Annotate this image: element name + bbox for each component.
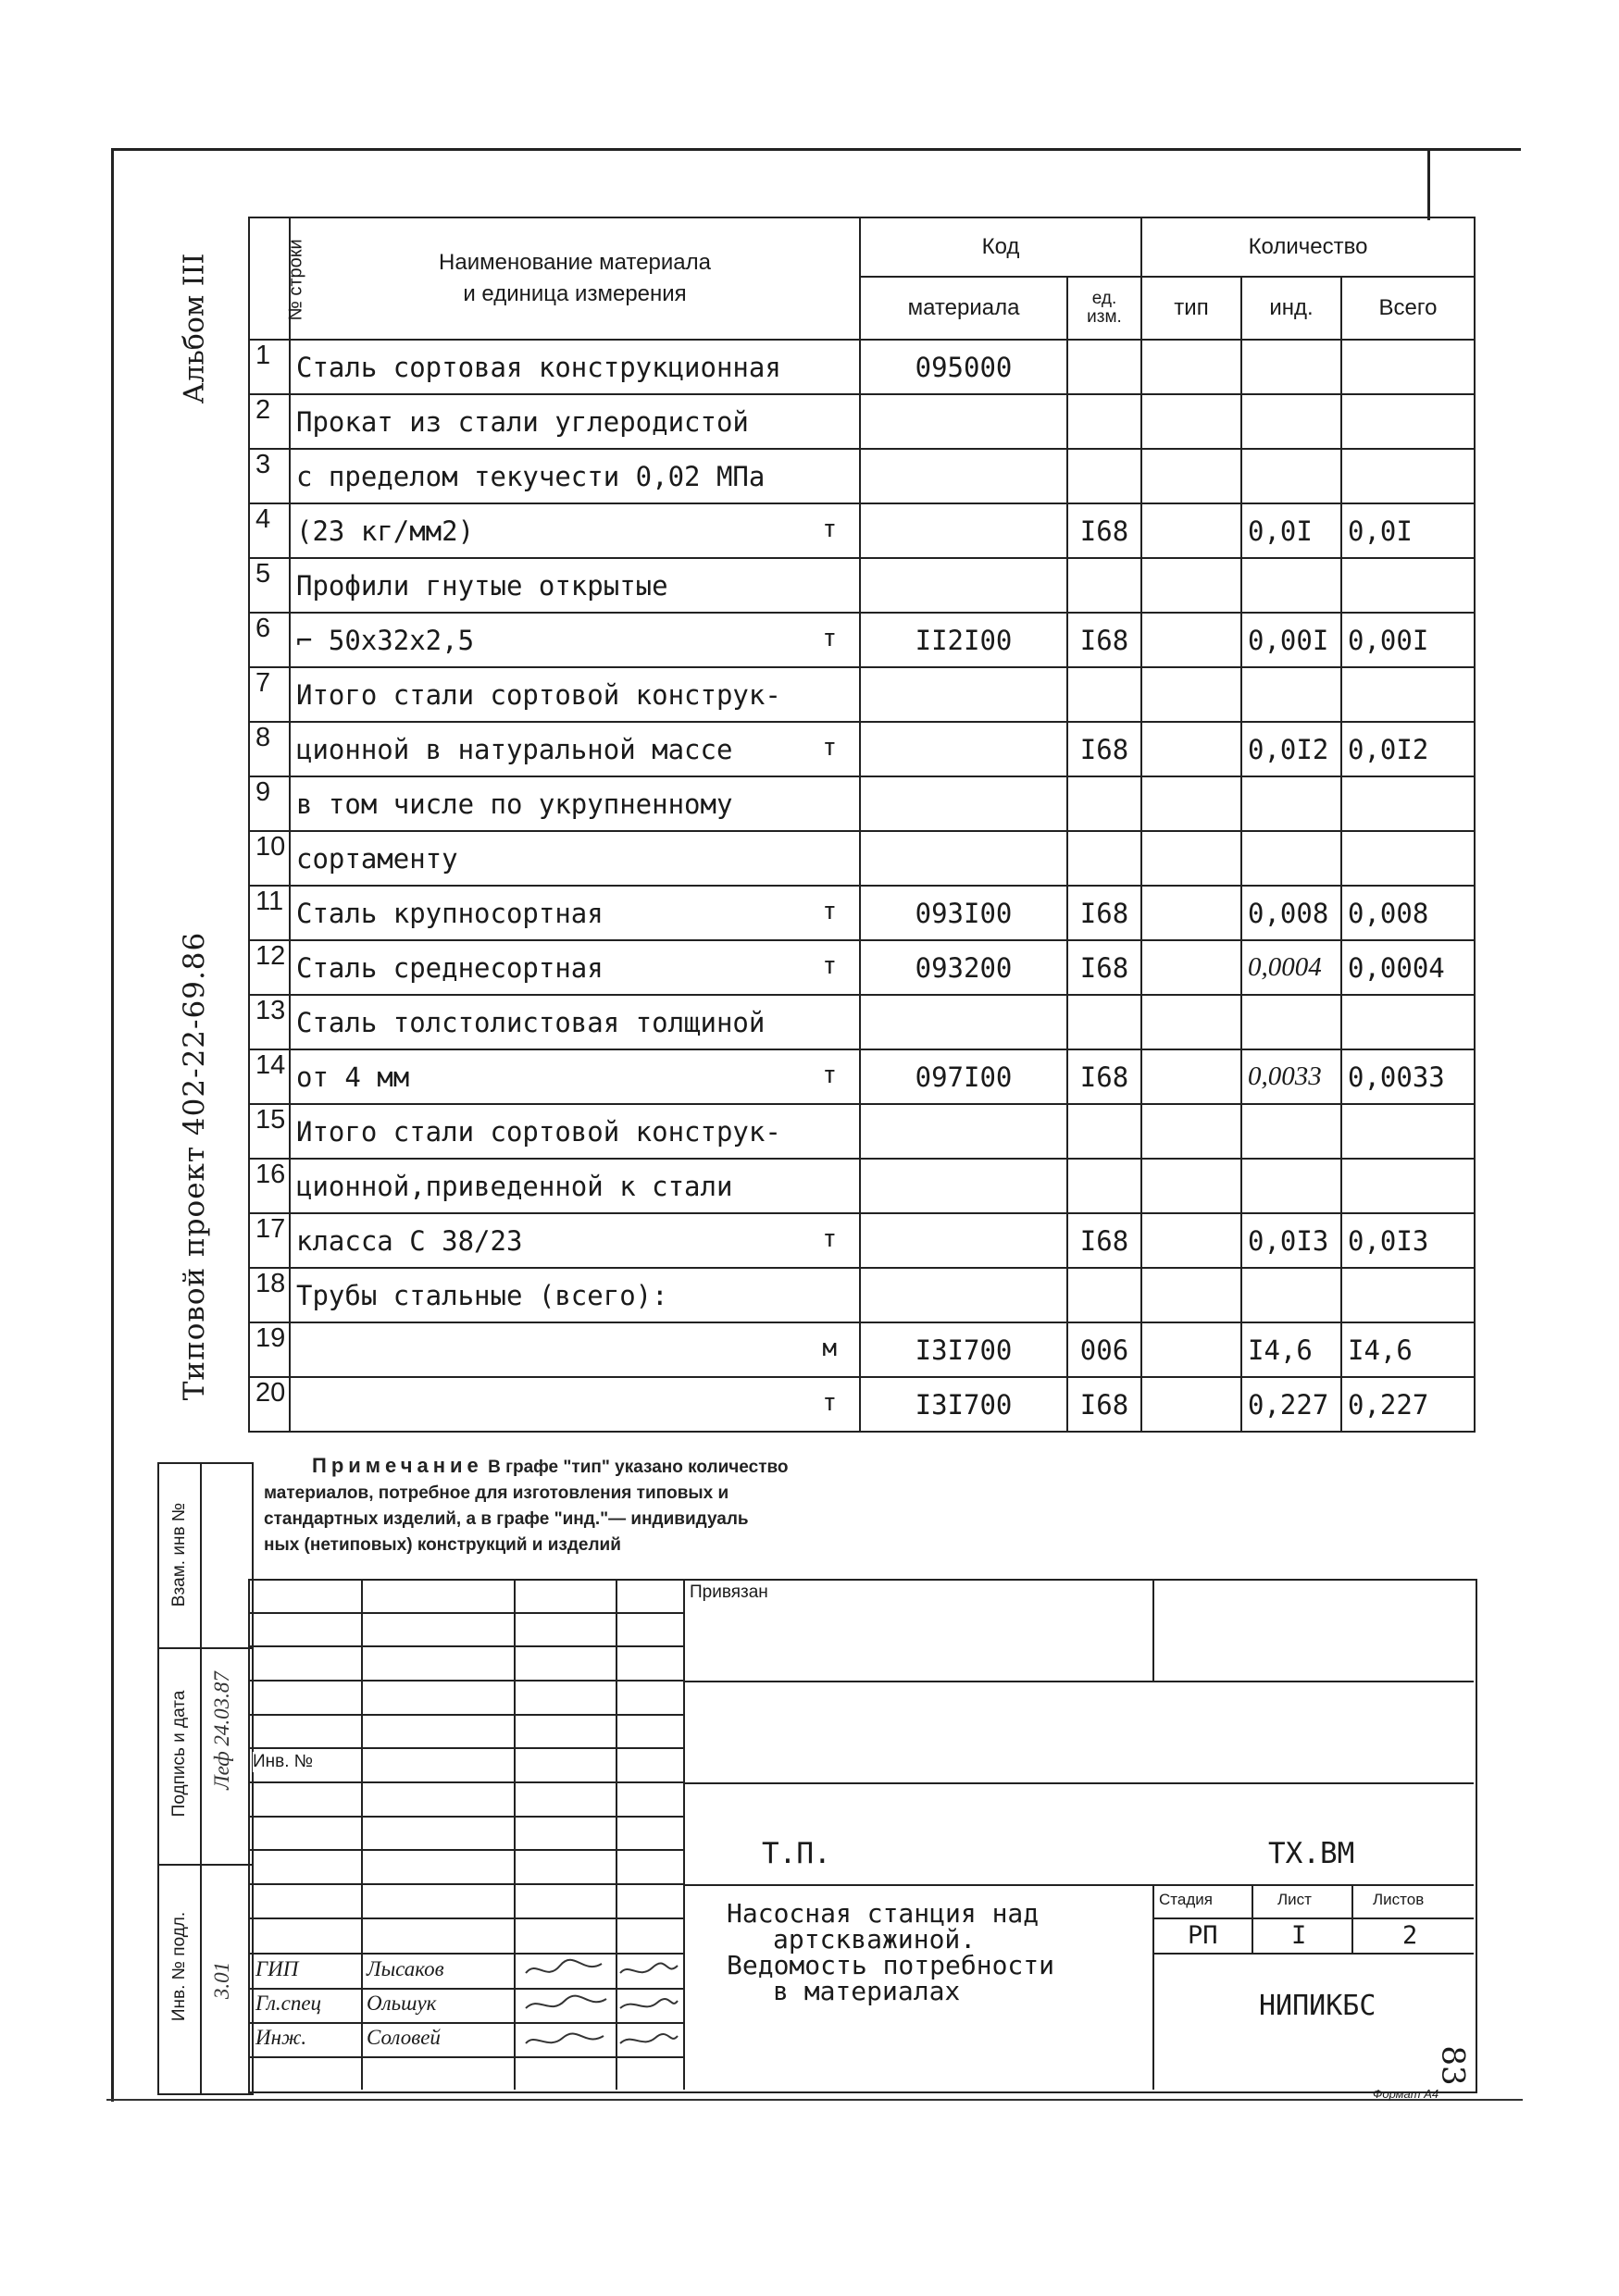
unit-code bbox=[1067, 776, 1141, 831]
drawing-code: ТХ.ВМ bbox=[1268, 1837, 1355, 1870]
material-code bbox=[860, 995, 1067, 1049]
table-row bbox=[249, 558, 1475, 613]
qty-total: 0,0I3 bbox=[1341, 1213, 1475, 1268]
material-code bbox=[860, 449, 1067, 503]
privyazan-label: Привязан bbox=[690, 1582, 768, 1602]
signer-role-1: ГИП bbox=[255, 1957, 299, 1980]
qty-type bbox=[1141, 995, 1241, 1049]
qty-type bbox=[1141, 940, 1241, 995]
stamp-inventory-no: 3.01 bbox=[210, 1961, 233, 2000]
row-number: 4 bbox=[249, 503, 290, 558]
unit-code bbox=[1067, 1268, 1141, 1322]
row-number: 8 bbox=[249, 722, 290, 776]
material-code bbox=[860, 776, 1067, 831]
qty-type bbox=[1141, 1268, 1241, 1322]
header-name: Наименование материала и единица измерения bbox=[290, 217, 860, 340]
material-code bbox=[860, 831, 1067, 886]
header-code: Код bbox=[860, 217, 1141, 277]
qty-type bbox=[1141, 1322, 1241, 1377]
qty-total: 0,008 bbox=[1341, 886, 1475, 940]
signer-name-2: Ольшук bbox=[367, 1992, 437, 2015]
project-label: Типовой проект 402-22-69.86 bbox=[178, 931, 211, 1401]
unit-code bbox=[1067, 1159, 1141, 1213]
table-row bbox=[249, 613, 1475, 667]
row-number: 10 bbox=[249, 831, 290, 886]
qty-ind bbox=[1241, 1159, 1341, 1213]
table-row bbox=[249, 995, 1475, 1049]
row-number: 5 bbox=[249, 558, 290, 613]
qty-ind: I4,6 bbox=[1241, 1322, 1341, 1377]
stage-value: РП bbox=[1188, 1921, 1218, 1950]
row-number: 18 bbox=[249, 1268, 290, 1322]
unit-code: I68 bbox=[1067, 886, 1141, 940]
sheets-label: Листов bbox=[1373, 1891, 1425, 1908]
unit-code bbox=[1067, 995, 1141, 1049]
table-row bbox=[249, 1213, 1475, 1268]
stamp-label-replace: Взам. инв № bbox=[169, 1502, 189, 1607]
table-row bbox=[249, 394, 1475, 449]
note-text-1: В графе "тип" указано количество bbox=[488, 1458, 789, 1477]
table-row bbox=[249, 940, 1475, 995]
qty-type bbox=[1141, 1049, 1241, 1104]
stamp-signature-date: Леф 24.03.87 bbox=[210, 1671, 233, 1790]
row-number: 3 bbox=[249, 449, 290, 503]
material-name: Прокат из стали углеродистой bbox=[290, 394, 860, 449]
table-row bbox=[249, 1049, 1475, 1104]
unit-code bbox=[1067, 1104, 1141, 1159]
header-unit: ед. изм. bbox=[1067, 277, 1141, 340]
stage-label: Стадия bbox=[1159, 1891, 1213, 1908]
note bbox=[264, 1453, 1467, 1558]
unit-code: I68 bbox=[1067, 1213, 1141, 1268]
sheet-label: Лист bbox=[1277, 1891, 1312, 1908]
qty-total: 0,00I bbox=[1341, 613, 1475, 667]
table-row bbox=[249, 1268, 1475, 1322]
page-number: 83 bbox=[1434, 2045, 1472, 2086]
note-lead: Примечание bbox=[312, 1454, 483, 1477]
row-number: 9 bbox=[249, 776, 290, 831]
material-name: Сталь крупносортная т bbox=[290, 886, 860, 940]
drawing-title: Насосная станция над артскважиной. Ведомость потребности в материалах bbox=[727, 1898, 1055, 2006]
row-number: 20 bbox=[249, 1377, 290, 1432]
unit-code bbox=[1067, 340, 1141, 394]
qty-type bbox=[1141, 613, 1241, 667]
note-text-2: материалов, потребное для изготовления типовых и bbox=[264, 1483, 729, 1503]
row-number: 17 bbox=[249, 1213, 290, 1268]
unit-code bbox=[1067, 558, 1141, 613]
unit-code: I68 bbox=[1067, 940, 1141, 995]
table-row bbox=[249, 776, 1475, 831]
qty-ind bbox=[1241, 558, 1341, 613]
material-code bbox=[860, 1268, 1067, 1322]
qty-ind bbox=[1241, 667, 1341, 722]
signature-scribbles bbox=[518, 1955, 685, 2090]
material-name: Профили гнутые открытые bbox=[290, 558, 860, 613]
material-name: Трубы стальные (всего): bbox=[290, 1268, 860, 1322]
qty-type bbox=[1141, 667, 1241, 722]
stamp-label-inventory: Инв. № подл. bbox=[169, 1911, 189, 2022]
qty-total: 0,0I bbox=[1341, 503, 1475, 558]
material-code: I3I700 bbox=[860, 1322, 1067, 1377]
material-code bbox=[860, 667, 1067, 722]
inv-no-label: Инв. № bbox=[253, 1752, 314, 1771]
qty-total bbox=[1341, 667, 1475, 722]
qty-ind: 0,00I bbox=[1241, 613, 1341, 667]
unit-code bbox=[1067, 449, 1141, 503]
qty-type bbox=[1141, 558, 1241, 613]
table-row bbox=[249, 503, 1475, 558]
unit-code: 006 bbox=[1067, 1322, 1141, 1377]
header-row-no: № строки bbox=[249, 217, 290, 340]
material-name: с пределом текучести 0,02 МПа bbox=[290, 449, 860, 503]
row-unit-mark: т bbox=[822, 1061, 837, 1089]
unit-code bbox=[1067, 394, 1141, 449]
frame-bottom-line bbox=[106, 2099, 1523, 2101]
material-name: Сталь среднесортная т bbox=[290, 940, 860, 995]
material-code: 095000 bbox=[860, 340, 1067, 394]
signer-role-3: Инж. bbox=[255, 2026, 307, 2049]
row-unit-mark: т bbox=[822, 515, 837, 543]
row-unit-mark: т bbox=[822, 1225, 837, 1253]
row-unit-mark: т bbox=[822, 1389, 837, 1417]
material-code bbox=[860, 394, 1067, 449]
qty-total: 0,0I2 bbox=[1341, 722, 1475, 776]
qty-type bbox=[1141, 831, 1241, 886]
material-code bbox=[860, 558, 1067, 613]
qty-ind bbox=[1241, 776, 1341, 831]
row-number: 2 bbox=[249, 394, 290, 449]
qty-total bbox=[1341, 340, 1475, 394]
qty-ind bbox=[1241, 394, 1341, 449]
unit-code bbox=[1067, 667, 1141, 722]
material-name: в том числе по укрупненному bbox=[290, 776, 860, 831]
material-name: Итого стали сортовой конструк- bbox=[290, 667, 860, 722]
qty-type bbox=[1141, 1377, 1241, 1432]
qty-ind: 0,0I2 bbox=[1241, 722, 1341, 776]
material-code bbox=[860, 1213, 1067, 1268]
row-number: 19 bbox=[249, 1322, 290, 1377]
qty-type bbox=[1141, 1104, 1241, 1159]
material-code bbox=[860, 722, 1067, 776]
stamp-label-signature: Подпись и дата bbox=[169, 1690, 189, 1818]
qty-total bbox=[1341, 449, 1475, 503]
qty-total bbox=[1341, 558, 1475, 613]
table-row bbox=[249, 1104, 1475, 1159]
material-code bbox=[860, 503, 1067, 558]
qty-type bbox=[1141, 503, 1241, 558]
qty-type bbox=[1141, 449, 1241, 503]
qty-ind bbox=[1241, 995, 1341, 1049]
qty-total bbox=[1341, 776, 1475, 831]
material-code bbox=[860, 1159, 1067, 1213]
material-code: I3I700 bbox=[860, 1377, 1067, 1432]
row-unit-mark: м bbox=[822, 1334, 837, 1362]
material-name bbox=[290, 1322, 860, 1377]
note-text-4: ных (нетиповых) конструкций и изделий bbox=[264, 1535, 621, 1555]
signer-role-2: Гл.спец bbox=[255, 1992, 322, 2015]
row-number: 6 bbox=[249, 613, 290, 667]
qty-type bbox=[1141, 722, 1241, 776]
unit-code bbox=[1067, 831, 1141, 886]
row-number: 13 bbox=[249, 995, 290, 1049]
material-code: 093200 bbox=[860, 940, 1067, 995]
qty-total bbox=[1341, 1104, 1475, 1159]
album-label: Альбом III bbox=[178, 253, 211, 404]
qty-ind: 0,227 bbox=[1241, 1377, 1341, 1432]
qty-total: 0,0033 bbox=[1341, 1049, 1475, 1104]
qty-type bbox=[1141, 1159, 1241, 1213]
qty-total: 0,227 bbox=[1341, 1377, 1475, 1432]
sheet-value: I bbox=[1291, 1921, 1307, 1950]
table-row bbox=[249, 831, 1475, 886]
row-number: 11 bbox=[249, 886, 290, 940]
row-number: 14 bbox=[249, 1049, 290, 1104]
qty-type bbox=[1141, 340, 1241, 394]
row-unit-mark: т bbox=[822, 952, 837, 980]
material-name: класса С 38/23 т bbox=[290, 1213, 860, 1268]
note-text-3: стандартных изделий, а в графе "инд."— индивидуаль bbox=[264, 1509, 749, 1529]
organization: НИПИКБС bbox=[1259, 1990, 1376, 2022]
table-row bbox=[249, 340, 1475, 394]
sheets-value: 2 bbox=[1402, 1921, 1418, 1950]
qty-type bbox=[1141, 1213, 1241, 1268]
material-code: 093I00 bbox=[860, 886, 1067, 940]
frame-tick bbox=[1427, 148, 1430, 220]
qty-ind bbox=[1241, 449, 1341, 503]
material-name: ционной в натуральной массе т bbox=[290, 722, 860, 776]
row-number: 12 bbox=[249, 940, 290, 995]
row-number: 1 bbox=[249, 340, 290, 394]
materials-table bbox=[248, 217, 1476, 1433]
qty-ind bbox=[1241, 1268, 1341, 1322]
material-name: ⌐ 50х32х2,5 т bbox=[290, 613, 860, 667]
qty-ind bbox=[1241, 831, 1341, 886]
table-row bbox=[249, 722, 1475, 776]
header-total: Всего bbox=[1341, 277, 1475, 340]
table-row bbox=[249, 1322, 1475, 1377]
qty-ind: 0,0033 bbox=[1241, 1049, 1341, 1104]
material-name: Итого стали сортовой конструк- bbox=[290, 1104, 860, 1159]
table-row bbox=[249, 667, 1475, 722]
material-name: от 4 мм т bbox=[290, 1049, 860, 1104]
material-name: сортаменту bbox=[290, 831, 860, 886]
qty-total bbox=[1341, 394, 1475, 449]
qty-type bbox=[1141, 776, 1241, 831]
material-name: Сталь сортовая конструкционная bbox=[290, 340, 860, 394]
material-code bbox=[860, 1104, 1067, 1159]
qty-ind: 0,008 bbox=[1241, 886, 1341, 940]
unit-code: I68 bbox=[1067, 613, 1141, 667]
qty-type bbox=[1141, 394, 1241, 449]
qty-ind bbox=[1241, 1104, 1341, 1159]
signer-name-1: Лысаков bbox=[367, 1957, 444, 1980]
table-row bbox=[249, 1159, 1475, 1213]
material-code: 097I00 bbox=[860, 1049, 1067, 1104]
qty-total bbox=[1341, 1159, 1475, 1213]
header-quantity: Количество bbox=[1141, 217, 1475, 277]
signer-name-3: Соловей bbox=[367, 2026, 441, 2049]
qty-total bbox=[1341, 1268, 1475, 1322]
qty-total: I4,6 bbox=[1341, 1322, 1475, 1377]
header-material: материала bbox=[860, 277, 1067, 340]
material-name: Сталь толстолистовая толщиной bbox=[290, 995, 860, 1049]
qty-ind: 0,0004 bbox=[1241, 940, 1341, 995]
unit-code: I68 bbox=[1067, 1049, 1141, 1104]
material-name: (23 кг/мм2) т bbox=[290, 503, 860, 558]
unit-code: I68 bbox=[1067, 722, 1141, 776]
row-number: 15 bbox=[249, 1104, 290, 1159]
row-unit-mark: т bbox=[822, 898, 837, 925]
table-row bbox=[249, 886, 1475, 940]
qty-ind: 0,0I bbox=[1241, 503, 1341, 558]
row-unit-mark: т bbox=[822, 734, 837, 762]
unit-code: I68 bbox=[1067, 503, 1141, 558]
qty-total: 0,0004 bbox=[1341, 940, 1475, 995]
row-number: 7 bbox=[249, 667, 290, 722]
material-name: ционной,приведенной к стали bbox=[290, 1159, 860, 1213]
header-type: тип bbox=[1141, 277, 1241, 340]
table-row bbox=[249, 1377, 1475, 1432]
qty-ind bbox=[1241, 340, 1341, 394]
row-number: 16 bbox=[249, 1159, 290, 1213]
qty-ind: 0,0I3 bbox=[1241, 1213, 1341, 1268]
header-ind: инд. bbox=[1241, 277, 1341, 340]
material-name bbox=[290, 1377, 860, 1432]
table-row bbox=[249, 449, 1475, 503]
qty-type bbox=[1141, 886, 1241, 940]
qty-total bbox=[1341, 831, 1475, 886]
row-unit-mark: т bbox=[822, 625, 837, 652]
unit-code: I68 bbox=[1067, 1377, 1141, 1432]
material-code: II2I00 bbox=[860, 613, 1067, 667]
format-label: Формат А4 bbox=[1373, 2087, 1439, 2101]
tp-label: Т.П. bbox=[762, 1837, 831, 1870]
qty-total bbox=[1341, 995, 1475, 1049]
